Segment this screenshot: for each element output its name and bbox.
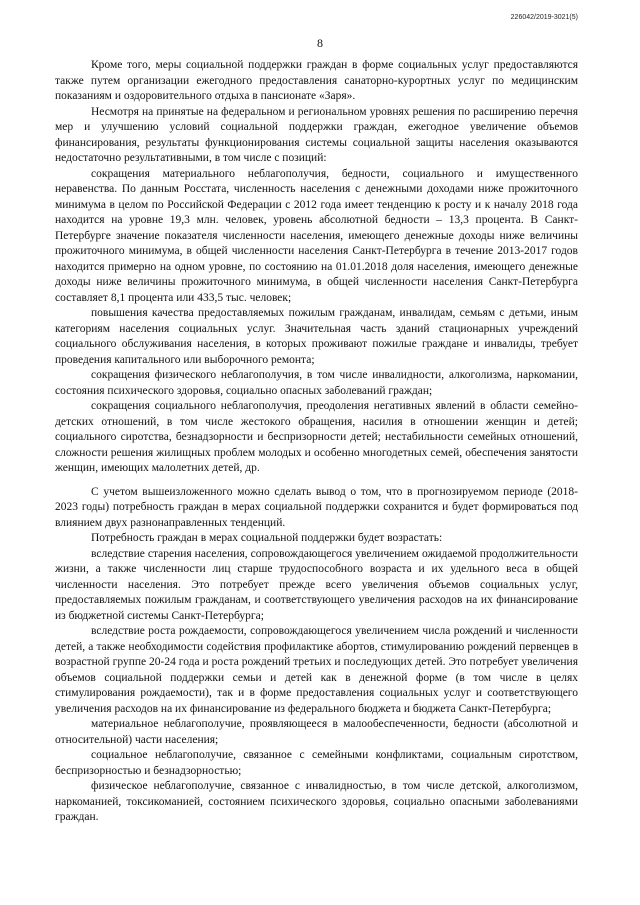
paragraph: Потребность граждан в мерах социальной поддержки будет возрастать:	[91, 532, 443, 544]
paragraph: вследствие роста рождаемости, сопровождающегося увеличением числа рождений и численности детей, а также необходимости содействия профилактике абортов, стимулированию рождений первенцев в возрастной группе 20-24 года и роста рождений третьих и последующих детей. Это потребует увеличения объемов социальной поддержки семьи и детей как в денежной форме (в том числе в целях стимулирования рождаемости), так и в форме предоставления социальных услуг и соответствующего увеличения расходов на их финансирование из федерального бюджета и бюджета Санкт-Петербурга;	[55, 625, 578, 715]
paragraph: сокращения материального неблагополучия, бедности, социального и имущественного неравенства. По данным Росстата, численность населения с денежными доходами ниже прожиточного минимума в целом по Российской Федерации с 2012 года имеет тенденцию к росту и к началу 2018 года находится на уровне 19,3 млн. человек, уровень абсолютной бедности – 13,3 процента. В Санкт-Петербурге значение показателя численности населения, имеющего денежные доходы ниже величины прожиточного минимума, в общей численности населения Санкт-Петербурга в течение 2013-2017 годов находится примерно на одном уровне, по состоянию на 01.01.2018 доля населения, имеющего денежные доходы ниже величины прожиточного минимума, в общей численности населения Санкт-Петербурга составляет 8,1 процента или 433,5 тыс. человек;	[55, 167, 578, 304]
page-number: 8	[317, 36, 323, 50]
paragraph: Несмотря на принятые на федеральном и региональном уровнях решения по расширению перечня мер и улучшению условий социальной поддержки граждан, ежегодное увеличение объемов финансирования, результаты функционирования системы социальной защиты населения оказываются недостаточно результативными, в том числе с позиций:	[55, 105, 578, 164]
paragraph: сокращения социального неблагополучия, преодоления негативных явлений в области семейно-детских отношений, в том числе жестокого обращения, насилия в отношении женщин и детей; социального сиротства, безнадзорности и беспризорности детей; нестабильности семейных отношений, сложности решения жилищных проблем молодых и особенно многодетных семей, обеспечения занятости женщин, имеющих малолетних детей, др.	[55, 400, 578, 474]
document-number: 226042/2019-3021(5)	[510, 14, 578, 21]
paragraph: социальное неблагополучие, связанное с семейными конфликтами, социальным сиротством, беспризорностью и безнадзорностью;	[55, 749, 578, 777]
paragraph: физическое неблагополучие, связанное с инвалидностью, в том числе детской, алкоголизмом, наркоманией, токсикоманией, состоянием психического здоровья, социально опасными заболеваниями граждан.	[55, 780, 578, 823]
paragraph: материальное неблагополучие, проявляющееся в малообеспеченности, бедности (абсолютной и относительной) части населения;	[55, 718, 578, 746]
document-body	[55, 58, 578, 826]
paragraph: повышения качества предоставляемых пожилым гражданам, инвалидам, семьям с детьми, иным категориям населения социальных услуг. Значительная часть зданий стационарных учреждений социального обслуживания населения, в которых проживают пожилые граждане и инвалиды, требует проведения капитального или выборочного ремонта;	[55, 307, 578, 366]
paragraph: Кроме того, меры социальной поддержки граждан в форме социальных услуг предоставляются также путем организации ежегодного предоставления санаторно-курортных услуг по медицинским показаниям и оздоровительного отдыха в пансионате «Заря».	[55, 59, 578, 102]
paragraph: вследствие старения населения, сопровождающегося увеличением ожидаемой продолжительности жизни, а также численности лиц старше трудоспособного возраста и их удельного веса в общей численности населения. Это потребует прежде всего увеличения объемов социальных услуг, предоставляемых пожилым гражданам, и соответствующего увеличения расходов на их финансирование из бюджетной системы Санкт-Петербурга;	[55, 547, 578, 622]
paragraph: С учетом вышеизложенного можно сделать вывод о том, что в прогнозируемом периоде (2018-2023 годы) потребность граждан в мерах социальной поддержки сохранится и будет формироваться под влиянием двух разнонаправленных тенденций.	[55, 485, 578, 529]
paragraph: сокращения физического неблагополучия, в том числе инвалидности, алкоголизма, наркомании, состояния психического здоровья, социально опасных заболеваний граждан;	[55, 369, 578, 397]
